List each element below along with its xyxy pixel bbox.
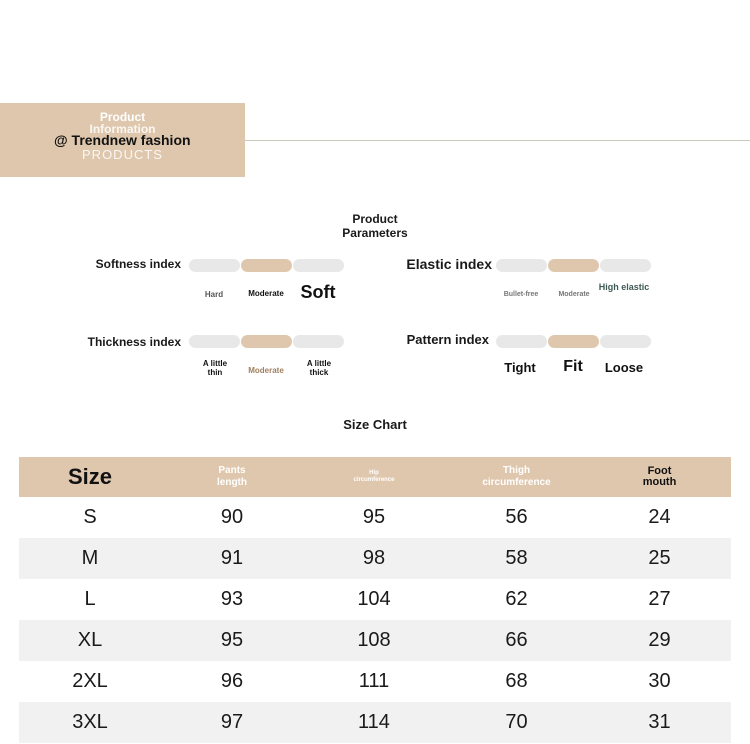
cell-thigh: 56 — [505, 506, 528, 528]
cell-hip: 111 — [358, 670, 390, 692]
cell-pants-length: 97 — [161, 702, 303, 743]
thickness-pill-2 — [241, 335, 292, 348]
size-chart-header-row — [19, 457, 731, 497]
table-row — [19, 661, 731, 702]
elastic-label: Elastic index — [406, 256, 492, 272]
elastic-option-moderate: Moderate — [558, 291, 590, 298]
pattern-label: Pattern index — [406, 332, 489, 347]
cell-thigh: 62 — [505, 588, 528, 610]
header-size: Size — [19, 457, 161, 497]
banner-line-product: Product — [99, 110, 146, 124]
cell-pants-length: 96 — [220, 670, 244, 692]
cell-thigh: 58 — [445, 538, 588, 579]
table-row — [19, 620, 731, 661]
softness-option-hard: Hard — [204, 290, 224, 299]
cell-hip: 104 — [357, 588, 391, 610]
cell-foot-mouth: 30 — [648, 670, 671, 692]
softness-pill-1 — [189, 259, 240, 272]
banner-line-products: PRODUCTS — [82, 147, 163, 162]
pattern-option-fit: Fit — [563, 358, 583, 375]
softness-option-soft: Soft — [300, 282, 336, 302]
cell-thigh: 66 — [445, 620, 588, 661]
header-banner — [0, 103, 245, 177]
thickness-pill-1 — [189, 335, 240, 348]
thickness-pill-3 — [293, 335, 344, 348]
thickness-option-moderate: Moderate — [248, 366, 284, 375]
softness-pill-2 — [241, 259, 292, 272]
cell-pants-length: 93 — [220, 588, 244, 610]
cell-size: M — [19, 538, 161, 579]
elastic-pill-3 — [600, 259, 651, 272]
thickness-label: Thickness index — [87, 335, 181, 349]
elastic-option-bullet-free: Bullet-free — [503, 291, 539, 298]
elastic-pill-2 — [548, 259, 599, 272]
cell-hip: 108 — [303, 620, 445, 661]
table-row — [19, 538, 731, 579]
cell-size: 3XL — [19, 702, 161, 743]
cell-pants-length: 95 — [161, 620, 303, 661]
cell-size: XL — [19, 620, 161, 661]
softness-label: Softness index — [95, 257, 181, 271]
header-pants-length: Pants length — [161, 457, 303, 497]
pattern-pill-2 — [548, 335, 599, 348]
cell-pants-length: 91 — [161, 538, 303, 579]
cell-foot-mouth: 31 — [588, 702, 731, 743]
cell-hip: 98 — [303, 538, 445, 579]
cell-size: 2XL — [72, 670, 108, 692]
cell-thigh: 70 — [445, 702, 588, 743]
cell-foot-mouth: 27 — [648, 588, 671, 610]
pattern-pill-1 — [496, 335, 547, 348]
elastic-pill-1 — [496, 259, 547, 272]
pattern-option-tight: Tight — [504, 360, 536, 375]
banner-line-information: Information — [89, 122, 156, 136]
header-thigh-circumference: Thigh circumference — [445, 457, 588, 497]
table-row — [19, 579, 731, 620]
size-chart-table — [19, 457, 731, 743]
thickness-option-thin: A little thin — [202, 359, 228, 377]
table-row — [19, 497, 731, 538]
table-row — [19, 702, 731, 743]
cell-foot-mouth: 25 — [588, 538, 731, 579]
parameters-title: Product Parameters — [342, 212, 408, 240]
header-hip-circumference: Hip circumference — [303, 457, 445, 497]
cell-hip: 95 — [362, 506, 386, 528]
brand-watermark: @ Trendnew fashion — [54, 132, 191, 148]
pattern-pill-3 — [600, 335, 651, 348]
cell-pants-length: 90 — [220, 506, 244, 528]
cell-foot-mouth: 24 — [648, 506, 671, 528]
size-chart-title: Size Chart — [343, 417, 407, 432]
softness-pill-3 — [293, 259, 344, 272]
cell-size: S — [83, 506, 97, 528]
pattern-option-loose: Loose — [604, 360, 644, 375]
cell-size: L — [84, 588, 96, 610]
header-foot-mouth: Foot mouth — [588, 457, 731, 497]
elastic-option-high: High elastic — [598, 282, 650, 292]
cell-foot-mouth: 29 — [588, 620, 731, 661]
softness-option-moderate: Moderate — [248, 289, 284, 298]
thickness-option-thick: A little thick — [306, 359, 332, 377]
cell-hip: 114 — [303, 702, 445, 743]
cell-thigh: 68 — [505, 670, 528, 692]
header-divider — [245, 140, 750, 141]
